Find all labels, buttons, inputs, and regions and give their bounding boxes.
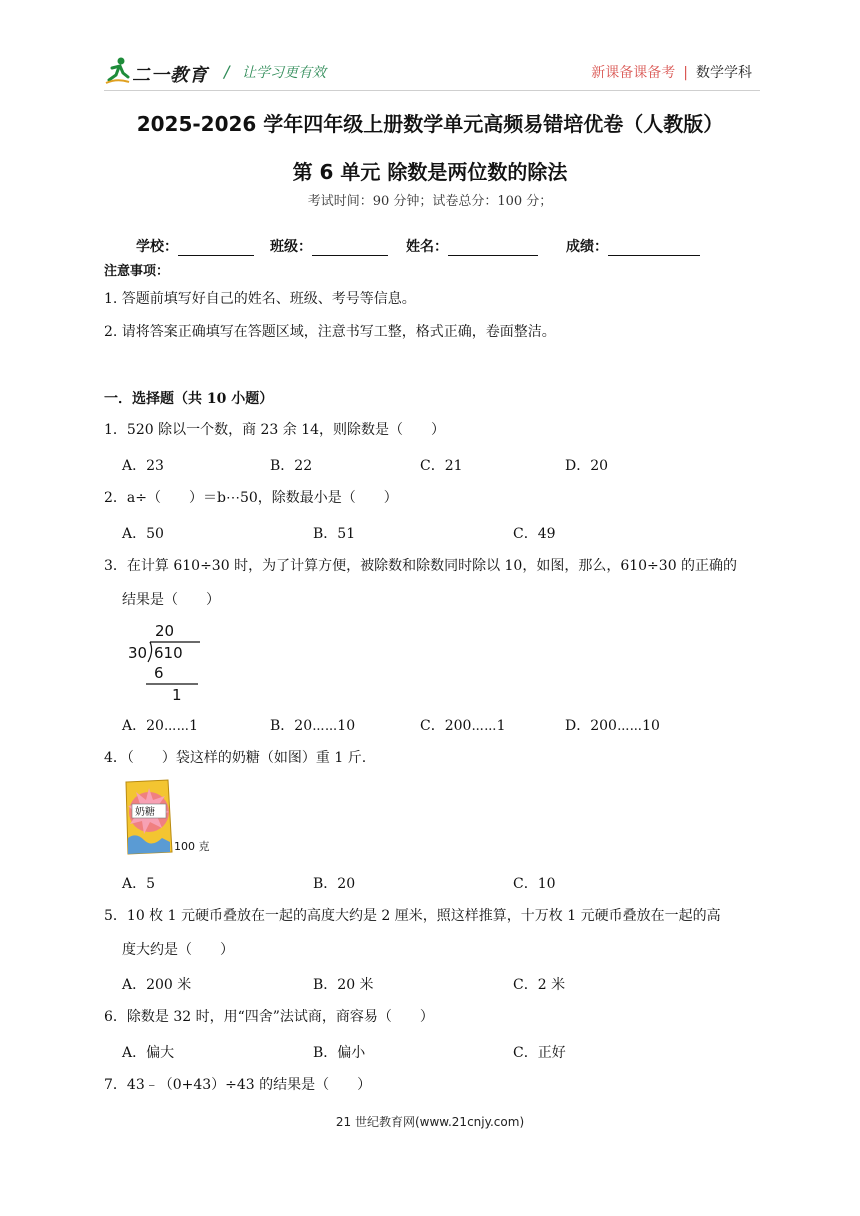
question-1: 1．520 除以一个数，商 23 余 14，则除数是（ ） [104, 422, 446, 438]
header-right [591, 62, 752, 82]
q3-option-b[interactable]: B．20⋯⋯10 [270, 718, 356, 734]
q5-option-a[interactable]: A．200 米 [122, 977, 192, 993]
q2-option-b[interactable]: B．51 [313, 526, 356, 542]
q1-option-b[interactable]: B．22 [270, 458, 313, 474]
header-tagline: 新课备课备考 [591, 65, 676, 81]
division-remainder: 1 [172, 686, 182, 702]
q4-option-a[interactable]: A．5 [122, 876, 156, 892]
logo-text: 二一教育 [132, 65, 208, 86]
q1-option-d[interactable]: D．20 [565, 458, 609, 474]
slogan-separator: / [224, 62, 230, 81]
division-dividend: 610 [154, 644, 183, 662]
exam-info: 考试时间：90 分钟；试卷总分：100 分； [307, 194, 553, 209]
notice-title: 注意事项： [104, 264, 170, 279]
unit-title: 第 6 单元 除数是两位数的除法 [292, 160, 568, 184]
notice-item: 1. 答题前填写好自己的姓名、班级、考号等信息。 [104, 291, 416, 307]
question-3-continued: 结果是（ ） [122, 592, 220, 608]
q6-option-c[interactable]: C．正好 [513, 1045, 566, 1061]
page-header [104, 56, 760, 96]
score-label: 成绩： [566, 239, 608, 255]
q2-option-c[interactable]: C．49 [513, 526, 556, 542]
score-field [566, 236, 700, 256]
header-subject: 数学学科 [696, 65, 752, 81]
question-6: 6．除数是 32 时，用“四舍”法试商，商容易（ ） [104, 1009, 434, 1025]
class-blank[interactable] [312, 241, 388, 256]
score-blank[interactable] [608, 241, 700, 256]
division-product: 6 [154, 664, 164, 682]
division-quotient: 20 [155, 622, 175, 640]
section-title: 一．选择题（共 10 小题） [104, 391, 274, 407]
q5-option-b[interactable]: B．20 米 [313, 977, 374, 993]
page-footer: 21 世纪教育网(www.21cnjy.com) [335, 1115, 525, 1129]
q3-option-a[interactable]: A．20⋯⋯1 [122, 718, 199, 734]
division-divisor: 30 [128, 644, 148, 662]
school-field [136, 236, 254, 256]
candy-weight: 100 克 [174, 840, 210, 853]
question-4: 4．（ ）袋这样的奶糖（如图）重 1 斤. [104, 750, 367, 766]
school-label: 学校： [136, 239, 178, 255]
question-3: 3．在计算 610÷30 时，为了计算方便，被除数和除数同时除以 10，如图，那么，610÷30 的正确的 [104, 558, 738, 574]
question-5-continued: 度大约是（ ） [122, 942, 234, 958]
slogan: 让学习更有效 [242, 65, 326, 81]
runner-logo-icon [104, 56, 130, 86]
exam-title: 2025-2026 学年四年级上册数学单元高频易错培优卷（人教版） [136, 112, 724, 136]
class-field [270, 236, 388, 256]
header-separator: | [683, 65, 688, 81]
question-7: 7．43﹣（0+43）÷43 的结果是（ ） [104, 1077, 372, 1093]
candy-label: 奶糖 [135, 807, 155, 818]
q3-option-d[interactable]: D．200⋯⋯10 [565, 718, 660, 734]
q6-option-b[interactable]: B．偏小 [313, 1045, 366, 1061]
q3-option-c[interactable]: C．200⋯⋯1 [420, 718, 506, 734]
question-5: 5．10 枚 1 元硬币叠放在一起的高度大约是 2 厘米，照这样推算，十万枚 1 元硬币叠放在一起的高 [104, 908, 721, 924]
division-bracket [148, 642, 152, 662]
q6-option-a[interactable]: A．偏大 [122, 1045, 175, 1061]
name-field [406, 236, 538, 256]
header-divider [104, 90, 760, 91]
q4-option-b[interactable]: B．20 [313, 876, 356, 892]
class-label: 班级： [270, 239, 312, 255]
name-blank[interactable] [448, 241, 538, 256]
question-2: 2．a÷（ ）＝b⋯50，除数最小是（ ） [104, 490, 398, 506]
q4-option-c[interactable]: C．10 [513, 876, 556, 892]
long-division-figure [124, 620, 204, 702]
school-blank[interactable] [178, 241, 254, 256]
candy-bag-image [122, 778, 218, 858]
q5-option-c[interactable]: C．2 米 [513, 977, 566, 993]
notice-item: 2. 请将答案正确填写在答题区域，注意书写工整，格式正确，卷面整洁。 [104, 324, 556, 340]
q1-option-c[interactable]: C．21 [420, 458, 463, 474]
q1-option-a[interactable]: A．23 [122, 458, 164, 474]
name-label: 姓名： [406, 239, 448, 255]
q2-option-a[interactable]: A．50 [122, 526, 164, 542]
student-info-fields [104, 236, 764, 258]
